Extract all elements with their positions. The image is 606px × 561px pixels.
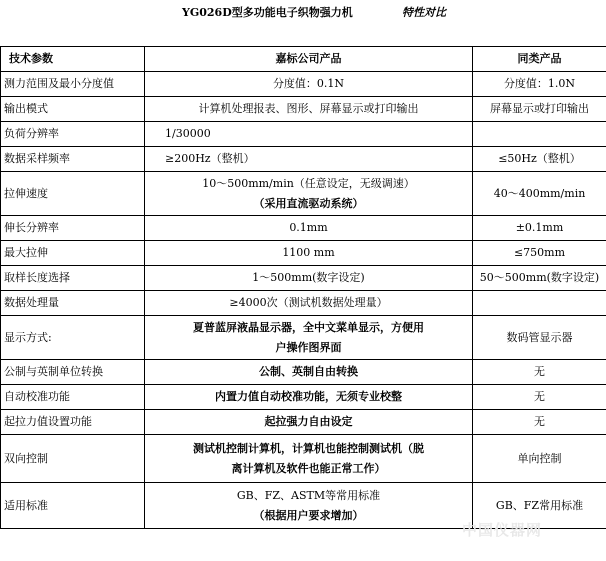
cell-ours-line: GB、FZ、ASTM等常用标准 — [236, 488, 381, 502]
cell-param: 数据采样频率 — [1, 147, 145, 172]
cell-ours: 公制、英制自由转换 — [145, 360, 473, 385]
cell-param: 双向控制 — [1, 435, 145, 483]
cell-ours — [145, 316, 473, 360]
cell-ours-line: （根据用户要求增加） — [253, 508, 364, 522]
cell-ours — [145, 172, 473, 216]
cell-ours-line: （采用直流驱动系统） — [253, 196, 364, 210]
cell-ours-line: 测试机控制计算机，计算机也能控制测试机（脱 — [193, 441, 424, 455]
cell-param: 显示方式: — [1, 316, 145, 360]
cell-param: 取样长度选择 — [1, 266, 145, 291]
watermark: 中国仪器网 — [462, 521, 543, 539]
cell-other: 无 — [473, 410, 606, 435]
cell-ours — [145, 483, 473, 529]
cell-other: 无 — [473, 385, 606, 410]
table-row — [1, 266, 606, 291]
table-row — [1, 483, 606, 529]
cell-other: 分度值：1.0N — [473, 72, 606, 97]
cell-other: 数码管显示器 — [473, 316, 606, 360]
table-row — [1, 385, 606, 410]
cell-ours-line: 10～500mm/min（任意设定，无级调速） — [202, 176, 415, 190]
cell-param: 负荷分辨率 — [1, 122, 145, 147]
title-main: YG026D型多功能电子织物强力机 — [182, 6, 353, 19]
table-row — [1, 97, 606, 122]
cell-ours — [145, 435, 473, 483]
cell-other: 50～500mm(数字设定) — [473, 266, 606, 291]
cell-param: 输出模式 — [1, 97, 145, 122]
table-row — [1, 410, 606, 435]
table-row — [1, 241, 606, 266]
cell-ours-line: 户操作图界面 — [275, 340, 342, 354]
cell-ours-line: 离计算机及软件也能正常工作） — [231, 461, 386, 475]
cell-other: ≤750mm — [473, 241, 606, 266]
cell-other: GB、FZ常用标准 — [473, 483, 606, 529]
table-row — [1, 122, 606, 147]
cell-other: 40～400mm/min — [473, 172, 606, 216]
cell-ours: 起拉强力自由设定 — [145, 410, 473, 435]
cell-other: ±0.1mm — [473, 216, 606, 241]
table-row — [1, 291, 606, 316]
cell-param: 自动校准功能 — [1, 385, 145, 410]
table-row — [1, 147, 606, 172]
cell-ours: ≥200Hz（整机） — [145, 147, 473, 172]
cell-ours: 1/30000 — [145, 122, 473, 147]
cell-param: 适用标准 — [1, 483, 145, 529]
cell-param: 数据处理量 — [1, 291, 145, 316]
cell-param: 最大拉伸 — [1, 241, 145, 266]
cell-other — [473, 122, 606, 147]
cell-ours: 分度值：0.1N — [145, 72, 473, 97]
table-row — [1, 172, 606, 216]
cell-ours: 计算机处理报表、图形、屏幕显示或打印输出 — [145, 97, 473, 122]
header-param: 技术参数 — [1, 47, 145, 72]
cell-param: 公制与英制单位转换 — [1, 360, 145, 385]
title-sub: 特性对比 — [402, 6, 446, 19]
cell-other — [473, 291, 606, 316]
cell-ours: 1100 mm — [145, 241, 473, 266]
cell-param: 起拉力值设置功能 — [1, 410, 145, 435]
table-row — [1, 316, 606, 360]
cell-ours: 0.1mm — [145, 216, 473, 241]
cell-other: 屏幕显示或打印输出 — [473, 97, 606, 122]
document-title — [0, 4, 606, 22]
table-header-row — [1, 47, 606, 72]
cell-param: 测力范围及最小分度值 — [1, 72, 145, 97]
cell-other: 单向控制 — [473, 435, 606, 483]
cell-param: 拉伸速度 — [1, 172, 145, 216]
cell-param: 伸长分辨率 — [1, 216, 145, 241]
header-ours: 嘉标公司产品 — [145, 47, 473, 72]
table-row — [1, 72, 606, 97]
table-row — [1, 435, 606, 483]
cell-ours: ≥4000次（测试机数据处理量） — [145, 291, 473, 316]
cell-ours-line: 夏普蓝屏液晶显示器，全中文菜单显示，方便用 — [193, 320, 424, 334]
cell-other: ≤50Hz（整机） — [473, 147, 606, 172]
comparison-table — [0, 46, 606, 529]
table-row — [1, 216, 606, 241]
cell-other: 无 — [473, 360, 606, 385]
header-other: 同类产品 — [473, 47, 606, 72]
cell-ours: 内置力值自动校准功能，无须专业校整 — [145, 385, 473, 410]
cell-ours: 1～500mm(数字设定) — [145, 266, 473, 291]
table-row — [1, 360, 606, 385]
